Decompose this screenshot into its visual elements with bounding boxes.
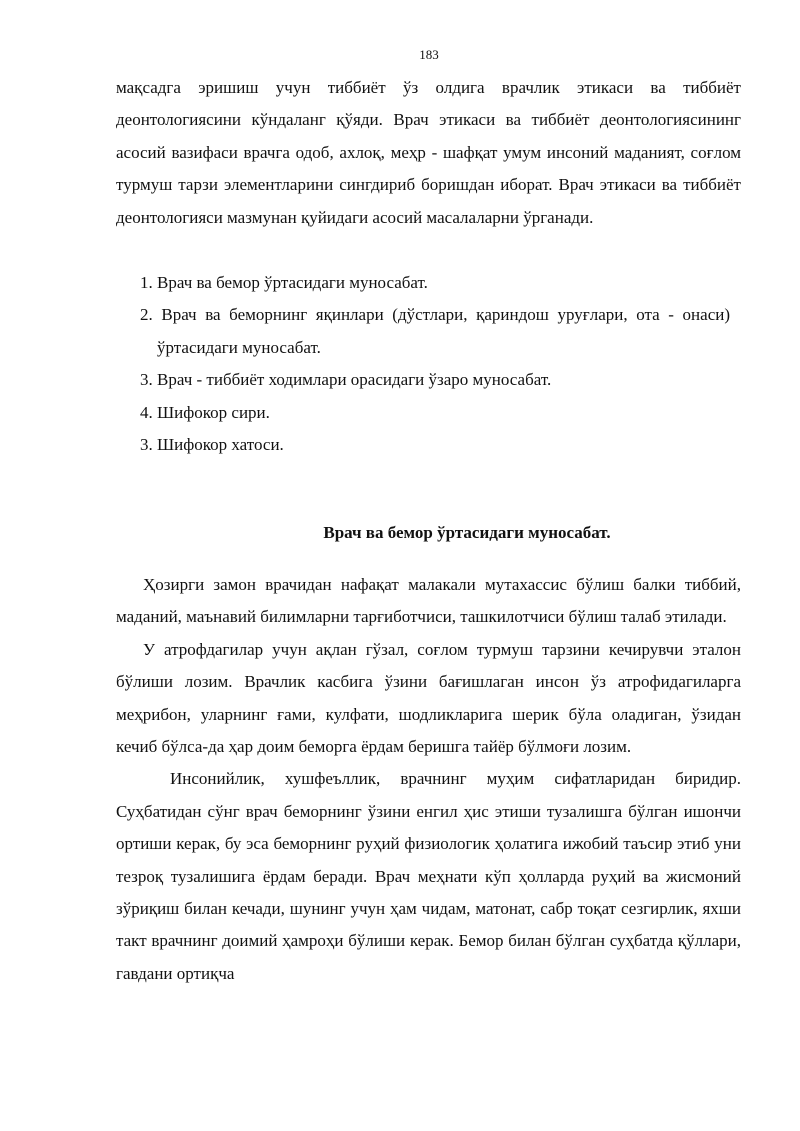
topic-item-2: 2. Врач ва беморнинг яқинлари (дўстлари, қариндош уруғлари, ота - онаси) ўртасидаги муносабат. — [140, 305, 730, 357]
topic-item-3: 3. Врач - тиббиёт ходимлари орасидаги ўзаро муносабат. — [140, 370, 552, 390]
section-paragraph-3: Инсонийлик, хушфеъллик, врачнинг муҳим сифатларидан биридир. Суҳбатидан сўнг врач беморнинг ўзини енгил ҳис этиши тузалишга бўлган ишончи ортиши керак, бу эса беморнинг руҳий физиологик ҳолатига ижобий таъсир этиб уни тезроқ тузалишига ёрдам беради. Врач меҳнати кўп ҳолларда руҳий ва жисмоний зўриқиш билан кечади, шунинг учун ҳам чидам, матонат, сабр тоқат сезгирлик, яхши такт врачнинг доимий ҳамроҳи бўлиши керак. Бемор билан бўлган суҳбатда қўллари, гавдани ортиқча — [116, 769, 741, 983]
topic-item-1: 1. Врач ва бемор ўртасидаги муносабат. — [140, 273, 428, 292]
topic-item-4: 4. Шифокор сири. — [140, 402, 270, 422]
section-paragraph-1: Ҳозирги замон врачидан нафақат малакали мутахассис бўлиш балки тиббий, маданий, маънавий билимларни тарғиботчиси, ташкилотчиси бўлиш талаб этилади. — [116, 575, 741, 627]
section-paragraph-2: У атрофдагилар учун ақлан гўзал, соғлом турмуш тарзини кечирувчи эталон бўлиши лозим. Врачлик касбига ўзини бағишлаган инсон ўз атрофидагиларга меҳрибон, уларнинг ғами, кулфати, шодликларига шерик бўла оладиган, ўзидан кечиб бўлса-да ҳар доим беморга ёрдам беришга тайёр бўлмоғи лозим. — [116, 639, 741, 757]
topic-item-5: 3. Шифокор хатоси. — [140, 435, 284, 455]
intro-text — [116, 72, 741, 234]
section-heading: Врач ва бемор ўртасидаги муносабат. — [323, 523, 611, 542]
page-number: 183 — [419, 47, 439, 62]
topics-list — [140, 267, 730, 461]
section-body — [116, 569, 741, 990]
intro-paragraph: мақсадга эришиш учун тиббиёт ўз олдига врачлик этикаси ва тиббиёт деонтологиясини кўндаланг қўяди. Врач этикаси ва тиббиёт деонтологиясининг асосий вазифаси врачга одоб, ахлоқ, меҳр - шафқат умум инсоний маданият, соғлом турмуш тарзи элементларини сингдириб боришдан иборат. Врач этикаси ва тиббиёт деонтологияси мазмунан қуйидаги асосий масалаларни ўрганади. — [116, 78, 741, 227]
